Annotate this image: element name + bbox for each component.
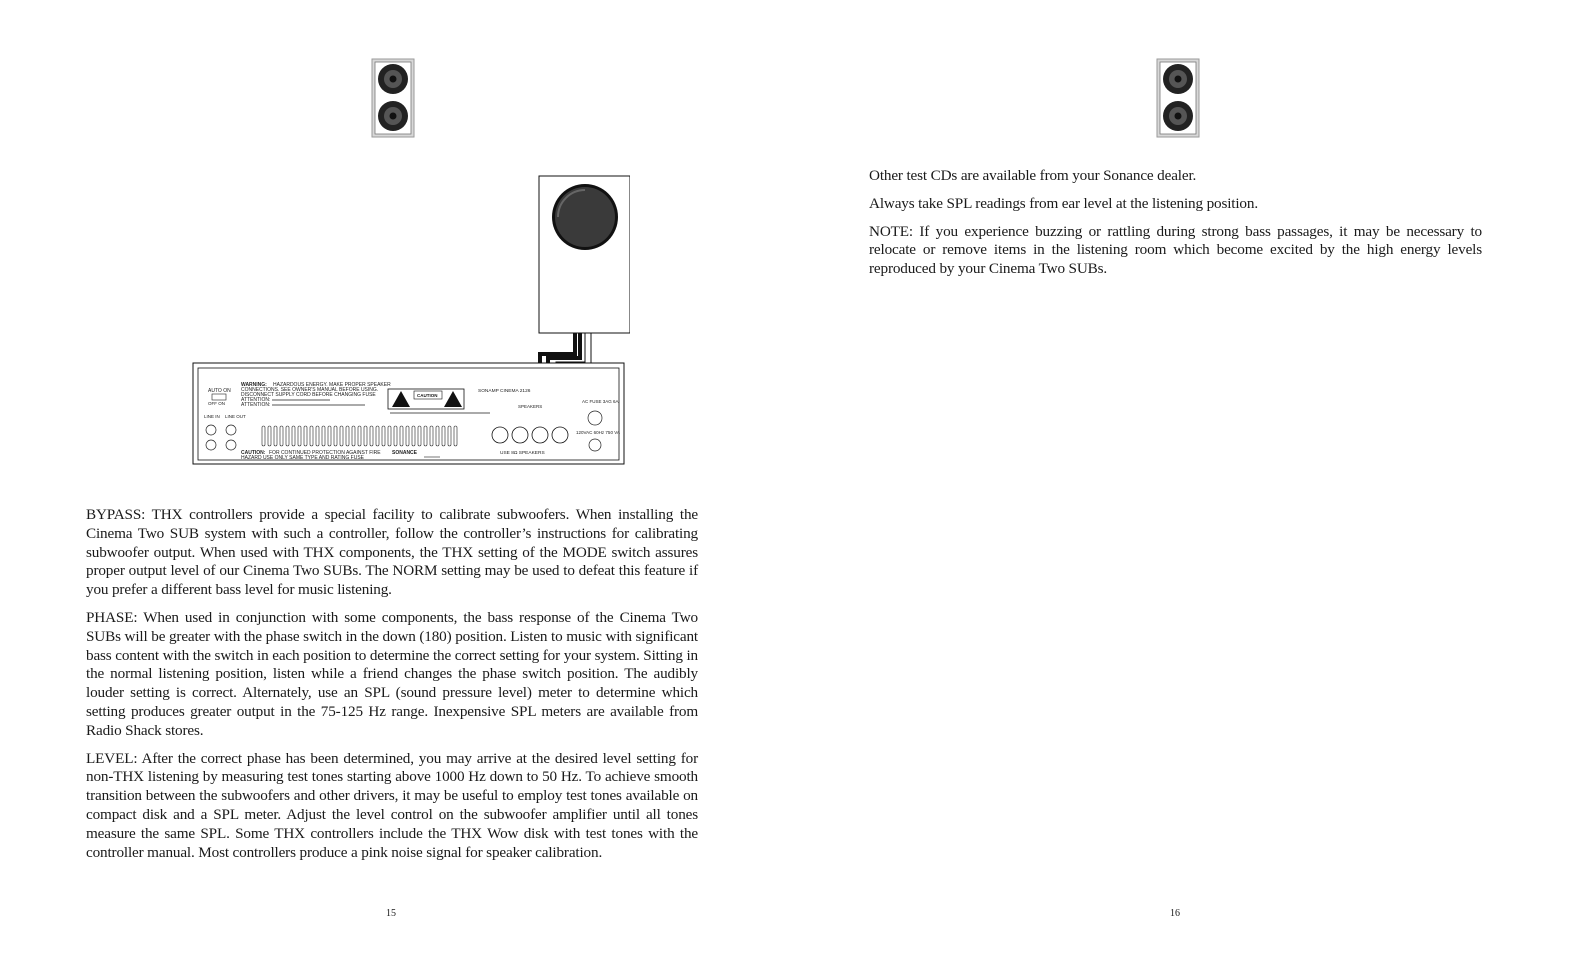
- caution-bottom-text: FOR CONTINUED PROTECTION AGAINST FIRE: [269, 450, 381, 456]
- caution-bottom-label: CAUTION:: [241, 450, 266, 456]
- amplifier-rear-panel: [193, 363, 624, 464]
- power-rating-label: 120VAC 60Hz 750 VA: [576, 430, 620, 435]
- line-in-label: LINE IN: [204, 414, 220, 419]
- spl-readings-paragraph: Always take SPL readings from ear level at the listening position.: [869, 194, 1258, 212]
- right-page: [786, 0, 1572, 954]
- bypass-paragraph: BYPASS: THX controllers provide a special facility to calibrate subwoofers. When installing the Cinema Two SUB system with such a controller, follow the controller’s instructions for calibrating subwoofer output. When used with THX components, the THX setting of the MODE switch assures proper output level of our Cinema Two SUBs. The NORM setting may be used to defeat this feature if you prefer a different bass level for music listening.: [86, 506, 698, 599]
- brand-label: SONANCE: [392, 450, 418, 456]
- speaker-logo-icon: [1156, 58, 1200, 138]
- attention-2: ATTENTION:: [241, 402, 271, 408]
- line-out-label: LINE OUT: [225, 414, 246, 419]
- warning-line-2: CONNECTIONS. SEE OWNER'S MANUAL BEFORE USING.: [241, 387, 379, 393]
- caution-triangle-icon: [388, 389, 464, 409]
- model-label: SONAMP CINEMA 2126: [478, 389, 531, 394]
- attention-1: ATTENTION:: [241, 397, 271, 403]
- page-number: 16: [1170, 908, 1180, 919]
- off-on-label: OFF ON: [208, 401, 225, 406]
- subwoofer-cabinet: [539, 176, 630, 333]
- phase-paragraph: PHASE: When used in conjunction with some components, the bass response of the Cinema Two SUBs will be greater with the phase switch in the down (180) position. Listen to music with significant bass content with the switch in each position to determine the correct setting for your system. Sitting in the normal listening position, listen while a friend changes the phase switch position. The audibly louder setting is correct. Alternately, use an SPL (sound pressure level) meter to determine which setting produces greater output in the 75-125 Hz range. Inexpensive SPL meters are available from Radio Shack stores.: [86, 608, 698, 739]
- subwoofer-wiring-diagram: [190, 172, 630, 472]
- note-paragraph: NOTE: If you experience buzzing or rattling during strong bass passages, it may be necessary to relocate or remove items in the listening room which become excited by the high energy levels reproduced by your Cinema Two SUBs.: [869, 222, 1482, 278]
- auto-on-label: AUTO ON: [208, 388, 231, 394]
- left-page-body: [86, 506, 698, 871]
- caution-bottom-line-2: HAZARD USE ONLY SAME TYPE AND RATING FUSE: [241, 455, 364, 461]
- use-speakers-label: USE 8Ω SPEAKERS: [500, 451, 545, 456]
- warning-text: HAZARDOUS ENERGY. MAKE PROPER SPEAKER: [273, 382, 391, 388]
- speaker-logo-icon: [371, 58, 415, 138]
- warning-line-3: DISCONNECT SUPPLY CORD BEFORE CHANGING FUSE: [241, 392, 376, 398]
- caution-box-label: CAUTION: [417, 393, 438, 398]
- page-number: 15: [386, 908, 396, 919]
- level-paragraph: LEVEL: After the correct phase has been determined, you may arrive at the desired level setting for non-THX listening by measuring test tones starting above 1000 Hz down to 50 Hz. To achieve smooth transition between the subwoofers and other drivers, it may be useful to employ test tones available on compact disk and a SPL meter. Adjust the level control on the subwoofer amplifier until all tones measure the same SPL. Some THX controllers include the THX Wow disk with test tones with the controller manual. Most controllers produce a pink noise signal for speaker calibration.: [86, 749, 698, 861]
- speakers-label: SPEAKERS: [518, 404, 543, 409]
- ac-fuse-label: AC FUSE 3AG 6A: [582, 399, 619, 404]
- warning-label: WARNING:: [241, 382, 267, 388]
- right-page-body: [869, 167, 1482, 288]
- test-cds-paragraph: Other test CDs are available from your Sonance dealer.: [869, 167, 1197, 184]
